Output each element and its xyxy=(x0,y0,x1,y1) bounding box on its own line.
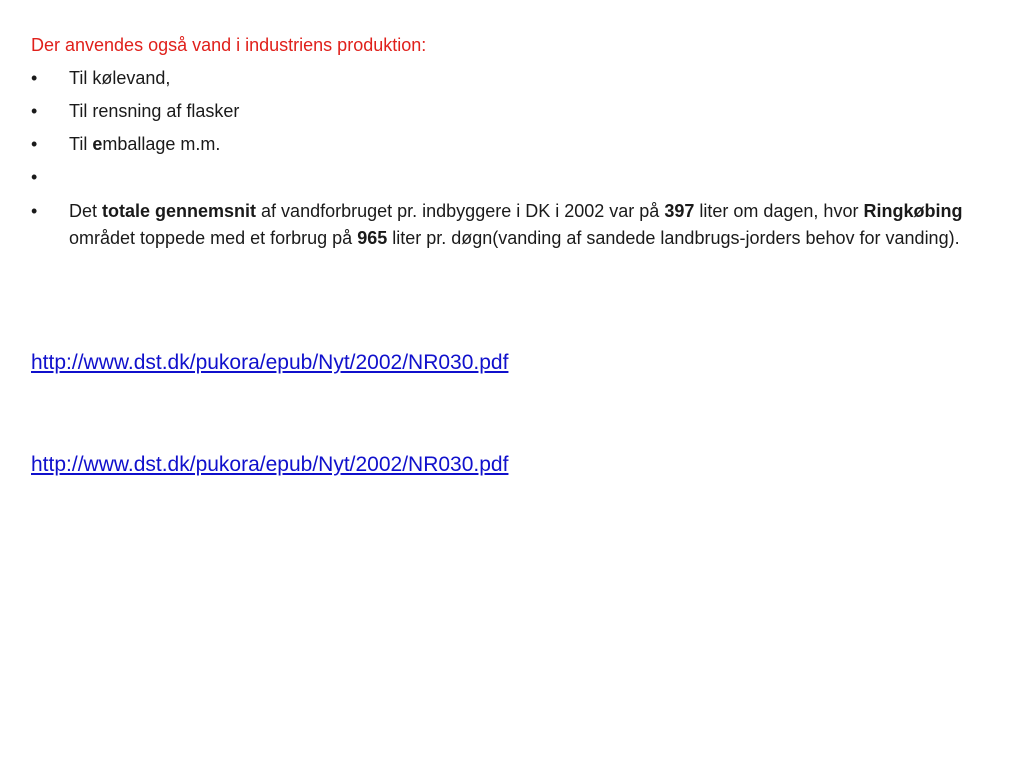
slide-heading: Der anvendes også vand i industriens produktion: xyxy=(31,35,427,55)
bullet-text-bold-397: 397 xyxy=(664,201,695,221)
bullet-text: Det xyxy=(69,201,103,221)
bullet-text-bold-total-average: totale gennemsnit xyxy=(102,201,257,221)
bullet-text-suffix: mballage m.m. xyxy=(102,134,221,154)
bullet-marker: • xyxy=(31,101,38,121)
bullet-item-packaging xyxy=(31,132,991,157)
bullet-text-prefix: Til xyxy=(69,134,93,154)
bullet-list xyxy=(31,66,991,260)
bullet-text-bold-ringkobing: Ringkøbing xyxy=(863,201,963,221)
bullet-text: af vandforbruget pr. indbyggere i DK i 2002 var på xyxy=(256,201,665,221)
bullet-item-bottle-cleaning xyxy=(31,99,991,124)
source-link-2[interactable]: http://www.dst.dk/pukora/epub/Nyt/2002/NR030.pdf xyxy=(31,453,509,476)
bullet-text-bold-965: 965 xyxy=(357,228,388,248)
source-link-1[interactable]: http://www.dst.dk/pukora/epub/Nyt/2002/NR030.pdf xyxy=(31,351,509,374)
bullet-marker: • xyxy=(31,68,38,88)
bullet-text-bold: e xyxy=(92,134,103,154)
bullet-text: liter om dagen, hvor xyxy=(694,201,864,221)
bullet-item-cooling-water xyxy=(31,66,991,91)
bullet-marker: • xyxy=(31,167,38,187)
bullet-marker: • xyxy=(31,201,38,221)
bullet-marker: • xyxy=(31,134,38,154)
bullet-text: Til kølevand, xyxy=(69,68,171,88)
bullet-item-water-consumption xyxy=(31,198,991,252)
bullet-text: liter pr. døgn(vanding af sandede landbrugs-jorders behov for vanding). xyxy=(387,228,960,248)
bullet-item-empty xyxy=(31,165,991,190)
bullet-text: området toppede med et forbrug på xyxy=(69,228,358,248)
bullet-text: Til rensning af flasker xyxy=(69,101,240,121)
